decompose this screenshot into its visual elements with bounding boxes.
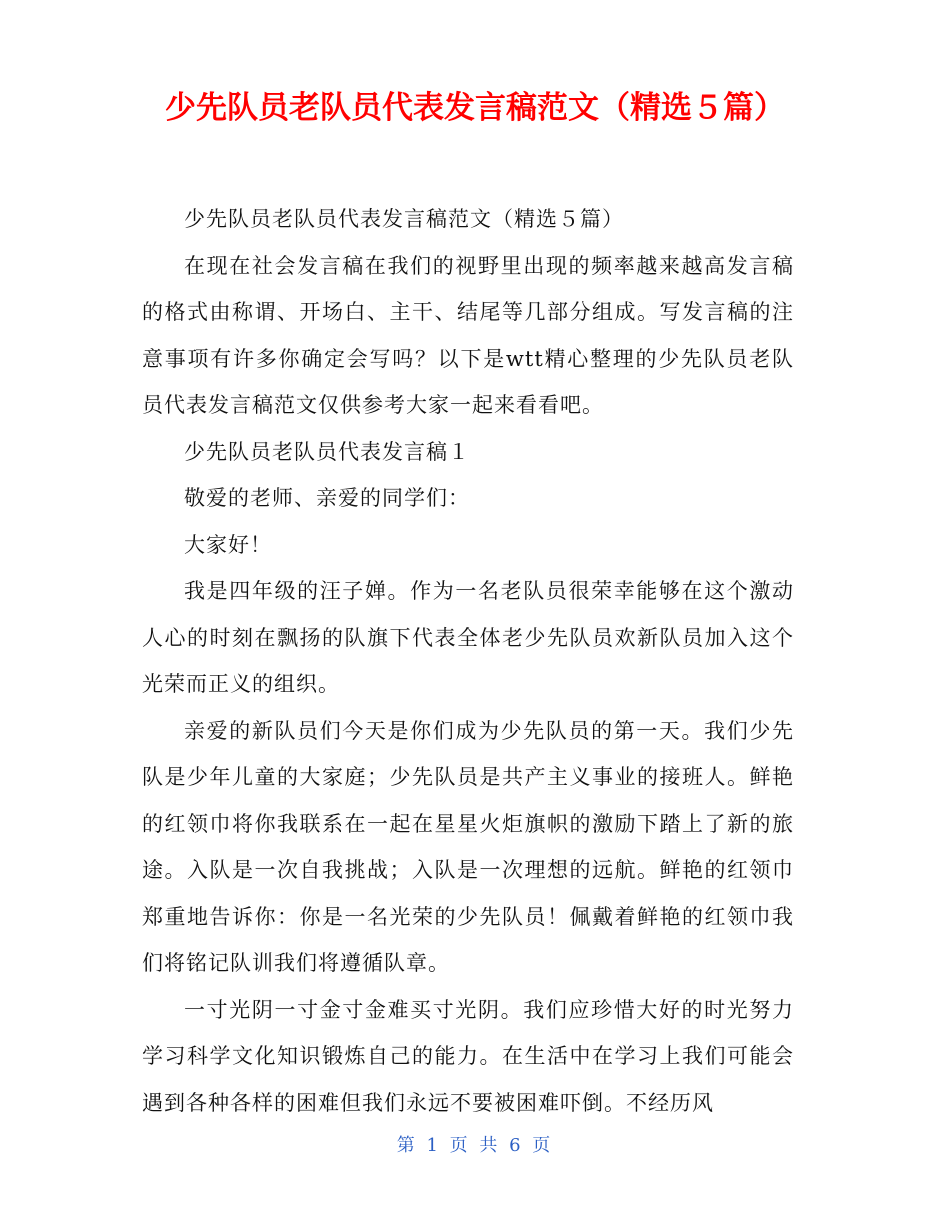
document-title: 少先队员老队员代表发言稿范文（精选５篇） <box>165 90 785 126</box>
document-body <box>142 196 794 1126</box>
page-footer: 第 1 页 共 6 页 <box>396 1135 554 1156</box>
paragraph-self-intro: 我是四年级的汪子婵。作为一名老队员很荣幸能够在这个激动人心的时刻在飘扬的队旗下代表全体老少先队员欢新队员加入这个光荣而正义的组织。 <box>142 579 794 696</box>
paragraph-subtitle: 少先队员老队员代表发言稿范文（精选５篇） <box>184 207 624 231</box>
paragraph-greeting: 大家好！ <box>184 532 272 557</box>
paragraph-intro: 在现在社会发言稿在我们的视野里出现的频率越来越高发言稿的格式由称谓、开场白、主干、结尾等几部分组成。写发言稿的注意事项有许多你确定会写吗？以下是wtt精心整理的少先队员老队员代表发言稿范文仅供参考大家一起来看看吧。 <box>142 253 794 417</box>
paragraph-new-members: 亲爱的新队员们今天是你们成为少先队员的第一天。我们少先队是少年儿童的大家庭；少先队员是共产主义事业的接班人。鲜艳的红领巾将你我联系在一起在星星火炬旗帜的激励下踏上了新的旅途。入队是一次自我挑战；入队是一次理想的远航。鲜艳的红领巾郑重地告诉你：你是一名光荣的少先队员！佩戴着鲜艳的红领巾我们将铭记队训我们将遵循队章。 <box>142 718 794 975</box>
paragraph-section-heading: 少先队员老队员代表发言稿１ <box>184 439 470 464</box>
paragraph-salutation: 敬爱的老师、亲爱的同学们： <box>184 486 470 510</box>
paragraph-time: 一寸光阴一寸金寸金难买寸光阴。我们应珍惜大好的时光努力学习科学文化知识锻炼自己的能力。在生活中在学习上我们可能会遇到各种各样的困难但我们永远不要被困难吓倒。不经历风 <box>142 997 794 1115</box>
